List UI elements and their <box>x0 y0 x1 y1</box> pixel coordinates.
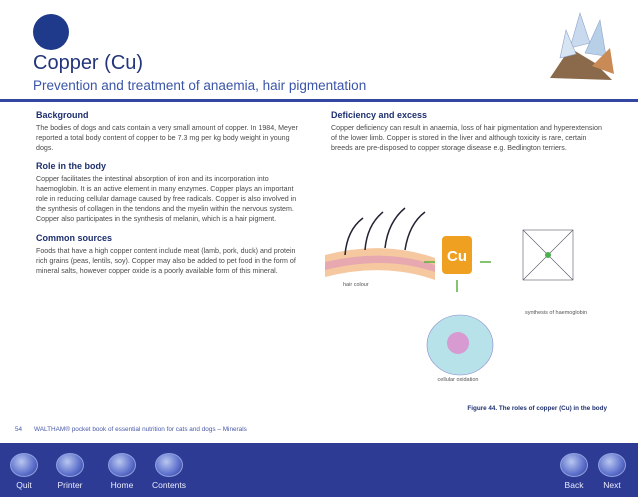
section-heading-background: Background <box>36 110 89 120</box>
copper-roles-figure <box>325 200 615 405</box>
header-divider <box>0 99 638 102</box>
contents-icon <box>155 453 183 477</box>
label-hair-colour: hair colour <box>343 282 369 288</box>
back-icon <box>560 453 588 477</box>
page-number: 54 <box>15 426 23 433</box>
quit-icon <box>10 453 38 477</box>
figure-illustration <box>325 200 615 405</box>
printer-icon <box>56 453 84 477</box>
section-body-background: The bodies of dogs and cats contain a very small amount of copper. In 1984, Meyer reported a total body content of copper to be 7.3 mg per kg body weight in young dogs. <box>36 124 298 153</box>
page-title: Copper (Cu) <box>33 52 144 74</box>
home-icon <box>108 453 136 477</box>
section-body-deficiency: Copper deficiency can result in anaemia, loss of hair pigmentation and hyperextension of the lower limb. Copper is stored in the liver and although toxicity is rare, certain breeds are pre-disposed to copper storage disease e.g. Bedlington terriers. <box>331 124 602 153</box>
home-label: Home <box>110 480 134 490</box>
quit-label: Quit <box>16 480 32 490</box>
next-button[interactable] <box>598 453 626 490</box>
waltham-logo-icon <box>33 14 69 50</box>
section-heading-role: Role in the body <box>36 161 107 172</box>
back-button[interactable] <box>560 453 588 490</box>
printer-label: Printer <box>57 480 83 490</box>
section-body-role: Copper facilitates the intestinal absorption of iron and its incorporation into haemoglobin. It is an active element in many enzymes. Copper plays an important role in reducing cellular damage caused by free radicals. Copper is also involved in the synthesis of collagen in the tendons and the myelin within the nervous system. Copper also participates in the synthesis of melanin, which is a hair pigment. <box>36 175 297 224</box>
page-subtitle: Prevention and treatment of anaemia, hair pigmentation <box>33 78 367 93</box>
section-heading-sources: Common sources <box>36 232 113 243</box>
contents-label: Contents <box>152 480 187 490</box>
navigation-bar <box>0 443 638 497</box>
contents-button[interactable] <box>152 453 186 490</box>
section-heading-deficiency: Deficiency and excess <box>331 110 428 120</box>
section-body-sources: Foods that have a high copper content include meat (lamb, pork, duck) and protein rich grains (peas, lentils, soy). Copper may also be added to pet food in the form of mineral salts, however copper oxide is a poorly available form of this mineral. <box>36 246 296 275</box>
next-label: Next <box>603 480 621 490</box>
home-button[interactable] <box>108 453 136 490</box>
copper-crystal-image <box>540 8 620 88</box>
quit-button[interactable] <box>10 453 38 490</box>
right-column <box>331 110 606 161</box>
cu-badge-label: Cu <box>447 248 467 265</box>
printer-button[interactable] <box>56 453 84 490</box>
label-synthesis: synthesis of haemoglobin <box>524 310 588 316</box>
next-icon <box>598 453 626 477</box>
left-column <box>36 110 298 284</box>
back-label: Back <box>564 480 584 490</box>
figure-caption: Figure 44. The roles of copper (Cu) in the body <box>467 405 607 412</box>
footer-text: WALTHAM® pocket book of essential nutrition for cats and dogs – Minerals <box>34 426 247 433</box>
label-cellular: cellular oxidation <box>437 377 479 383</box>
